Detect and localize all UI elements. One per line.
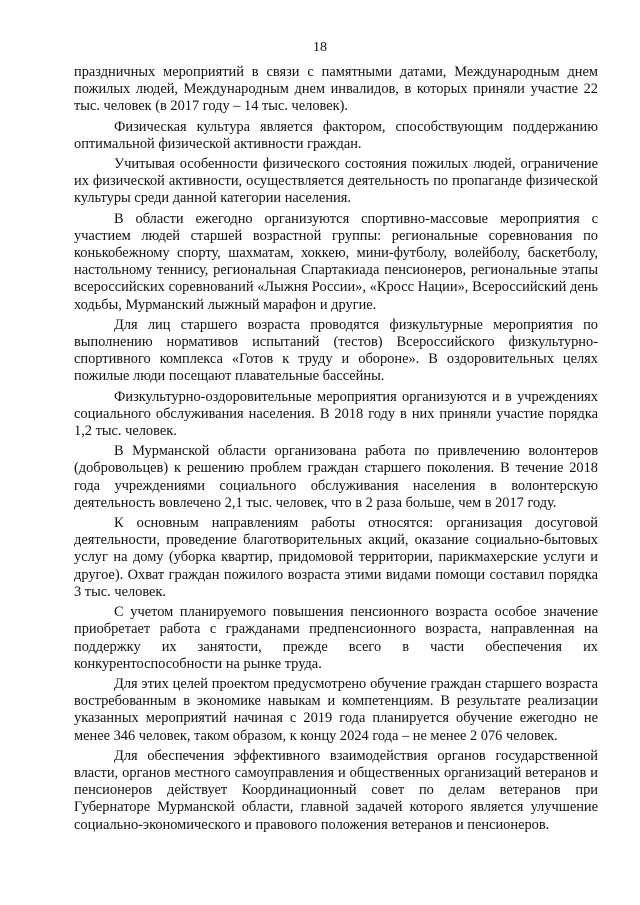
page-number: 18 [313, 40, 327, 55]
paragraph-training: Для этих целей проектом предусмотрено обучение граждан старшего возраста востребованным в экономике навыкам и компетенциям. В результате реализации указанных мероприятий начиная с 2019 года планируется обучение ежегодно не менее 346 человек, таком образом, к концу 2024 года – не менее 2 076 человек. [74, 675, 598, 744]
paragraph-pension-age: С учетом планируемого повышения пенсионного возраста особое значение приобретает работа с гражданами предпенсионного возраста, направленная на поддержку их занятости, прежде всего в части обеспечения их конкурентоспособности на рынке труда. [74, 604, 598, 672]
document-body [74, 64, 598, 837]
paragraph-social-institutions: Физкультурно-оздоровительные мероприятия организуются и в учреждениях социального обслуживания населения. В 2018 году в них приняли участие порядка 1,2 тыс. человек. [74, 388, 598, 440]
paragraph-coordination-council: Для обеспечения эффективного взаимодействия органов государственной власти, органов местного самоуправления и общественных организаций ветеранов и пенсионеров действует Координационный совет по делам ветеранов при Губернаторе Мурманской области, главной задачей которого является улучшение социально-экономического и правового положения ветеранов и пенсионеров. [74, 747, 598, 833]
paragraph-main-directions: К основным направлениям работы относятся: организация досуговой деятельности, проведение благотворительных акций, оказание социально-бытовых услуг на дому (уборка квартир, придомовой территории, парикмахерские услуги и другое). Охват граждан пожилого возраста этими видами помощи составил порядка 3 тыс. человек. [74, 515, 598, 600]
paragraph-elderly-features: Учитывая особенности физического состояния пожилых людей, ограничение их физической активности, осуществляется деятельность по пропаганде физической культуры среди данной категории населения. [74, 156, 598, 207]
paragraph-sports-events: В области ежегодно организуются спортивно-массовые мероприятия с участием людей старшей возрастной группы: региональные соревнования по конькобежному спорту, шахматам, хоккею, мини-футболу, волейболу, баскетболу, настольному теннису, региональная Спартакиада пенсионеров, региональные этапы всероссийских соревнований «Лыжня России», «Кросс Нации», Всероссийский день ходьбы, Мурманский лыжный марафон и другие. [74, 210, 598, 313]
paragraph-gto: Для лиц старшего возраста проводятся физкультурные мероприятия по выполнению нормативов испытаний (тестов) Всероссийского физкультурно-спортивного комплекса «Готов к труду и обороне». В оздоровительных целях пожилые люди посещают плавательные бассейны. [74, 316, 598, 385]
paragraph-volunteers: В Мурманской области организована работа по привлечению волонтеров (добровольцев) к решению проблем граждан старшего поколения. В течение 2018 года учреждениями социального обслуживания населения в волонтерскую деятельность вовлечено 2,1 тыс. человек, что в 2 раза больше, чем в 2017 году. [74, 443, 598, 511]
paragraph-continuation: праздничных мероприятий в связи с памятными датами, Международным днем пожилых людей, Международным днем инвалидов, в которых приняли участие 22 тыс. человек (в 2017 году – 14 тыс. человек). [74, 64, 598, 115]
paragraph-physical-culture: Физическая культура является фактором, способствующим поддержанию оптимальной физической активности граждан. [74, 118, 598, 152]
